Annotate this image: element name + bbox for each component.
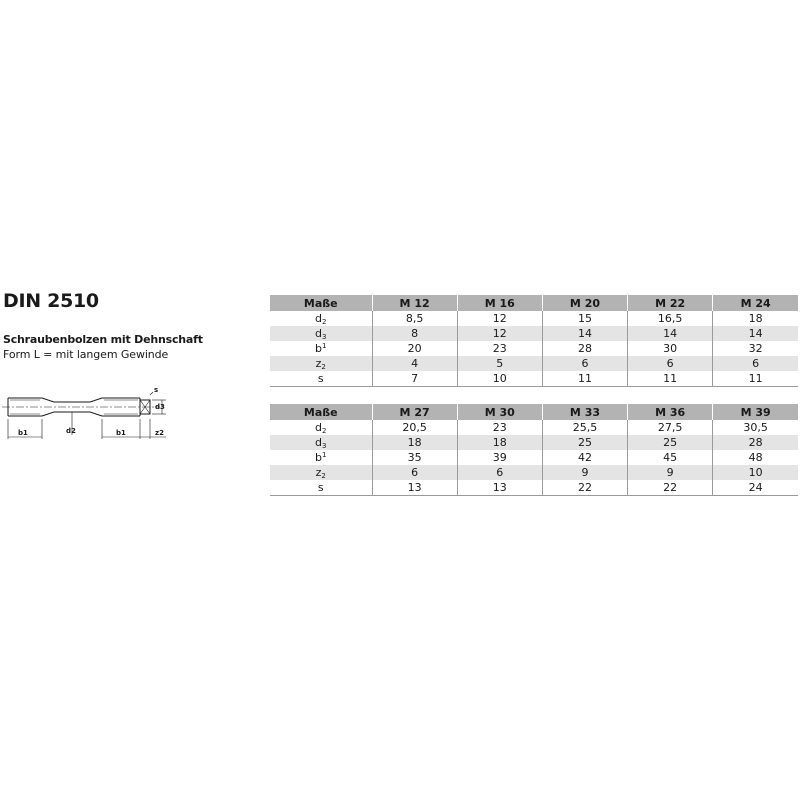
table-cell: 18 bbox=[457, 435, 542, 450]
table-row bbox=[270, 435, 798, 450]
header-cell: M 27 bbox=[372, 404, 457, 420]
table-cell: 13 bbox=[457, 480, 542, 496]
table-row bbox=[270, 465, 798, 480]
table-row bbox=[270, 341, 798, 356]
table-cell: 6 bbox=[372, 465, 457, 480]
table-cell: 25 bbox=[628, 435, 713, 450]
header-cell: Maße bbox=[270, 295, 372, 311]
table-cell: 12 bbox=[457, 311, 542, 326]
row-label: $d_2$ bbox=[270, 311, 372, 326]
header-cell: M 39 bbox=[713, 404, 798, 420]
table-cell: 30,5 bbox=[713, 420, 798, 435]
header-cell: M 30 bbox=[457, 404, 542, 420]
table-cell: 27,5 bbox=[628, 420, 713, 435]
table-cell: 18 bbox=[713, 311, 798, 326]
row-label: $d_3$ bbox=[270, 326, 372, 341]
table-cell: 9 bbox=[628, 465, 713, 480]
table-row bbox=[270, 356, 798, 371]
table-row bbox=[270, 311, 798, 326]
row-label: $b^1$ bbox=[270, 341, 372, 356]
table-cell: 6 bbox=[713, 356, 798, 371]
table-row bbox=[270, 420, 798, 435]
table-row bbox=[270, 450, 798, 465]
row-label: s bbox=[270, 480, 372, 496]
header-cell: M 22 bbox=[628, 295, 713, 311]
table-cell: 25,5 bbox=[542, 420, 627, 435]
table-cell: 15 bbox=[542, 311, 627, 326]
table-row bbox=[270, 480, 798, 496]
table-cell: 11 bbox=[542, 371, 627, 387]
product-subtitle: Schraubenbolzen mit Dehnschaft bbox=[3, 333, 203, 346]
table-cell: 23 bbox=[457, 341, 542, 356]
label-b1-right: b1 bbox=[116, 429, 126, 437]
table-cell: 6 bbox=[457, 465, 542, 480]
page-title: DIN 2510 bbox=[3, 290, 99, 312]
table-cell: 16,5 bbox=[628, 311, 713, 326]
table-cell: 28 bbox=[542, 341, 627, 356]
header-cell: M 16 bbox=[457, 295, 542, 311]
table-cell: 22 bbox=[542, 480, 627, 496]
table-cell: 48 bbox=[713, 450, 798, 465]
table-header-row bbox=[270, 404, 798, 420]
table-cell: 10 bbox=[713, 465, 798, 480]
header-cell: M 24 bbox=[713, 295, 798, 311]
table-cell: 10 bbox=[457, 371, 542, 387]
form-description: Form L = mit langem Gewinde bbox=[3, 348, 169, 361]
label-d2: d2 bbox=[66, 427, 76, 435]
table-row bbox=[270, 371, 798, 387]
row-label: $z_2$ bbox=[270, 465, 372, 480]
header-cell: M 33 bbox=[542, 404, 627, 420]
header-cell: M 36 bbox=[628, 404, 713, 420]
label-b1-left: b1 bbox=[18, 429, 28, 437]
table-cell: 45 bbox=[628, 450, 713, 465]
table-cell: 32 bbox=[713, 341, 798, 356]
table-cell: 23 bbox=[457, 420, 542, 435]
table-cell: 14 bbox=[542, 326, 627, 341]
table-cell: 13 bbox=[372, 480, 457, 496]
table-cell: 5 bbox=[457, 356, 542, 371]
table-cell: 11 bbox=[713, 371, 798, 387]
table-cell: 20 bbox=[372, 341, 457, 356]
table-cell: 9 bbox=[542, 465, 627, 480]
table-cell: 12 bbox=[457, 326, 542, 341]
table-cell: 20,5 bbox=[372, 420, 457, 435]
table-cell: 25 bbox=[542, 435, 627, 450]
label-d3: d3 bbox=[155, 403, 165, 411]
table-cell: 4 bbox=[372, 356, 457, 371]
table-cell: 8 bbox=[372, 326, 457, 341]
row-label: $b^1$ bbox=[270, 450, 372, 465]
table-cell: 6 bbox=[542, 356, 627, 371]
header-cell: M 12 bbox=[372, 295, 457, 311]
table-cell: 8,5 bbox=[372, 311, 457, 326]
row-label: $d_2$ bbox=[270, 420, 372, 435]
dimension-table-1 bbox=[270, 295, 798, 387]
table-cell: 18 bbox=[372, 435, 457, 450]
table-cell: 11 bbox=[628, 371, 713, 387]
table-cell: 39 bbox=[457, 450, 542, 465]
table-cell: 14 bbox=[628, 326, 713, 341]
table-header-row bbox=[270, 295, 798, 311]
row-label: $d_3$ bbox=[270, 435, 372, 450]
table-cell: 6 bbox=[628, 356, 713, 371]
table-cell: 7 bbox=[372, 371, 457, 387]
row-label: s bbox=[270, 371, 372, 387]
dimension-table-2 bbox=[270, 404, 798, 496]
table-cell: 42 bbox=[542, 450, 627, 465]
table-cell: 22 bbox=[628, 480, 713, 496]
table-cell: 24 bbox=[713, 480, 798, 496]
bolt-drawing bbox=[0, 383, 180, 443]
row-label: $z_2$ bbox=[270, 356, 372, 371]
label-s: s bbox=[154, 386, 159, 394]
label-z2: z2 bbox=[155, 429, 164, 437]
table-cell: 28 bbox=[713, 435, 798, 450]
table-row bbox=[270, 326, 798, 341]
header-cell: M 20 bbox=[542, 295, 627, 311]
table-cell: 14 bbox=[713, 326, 798, 341]
table-cell: 30 bbox=[628, 341, 713, 356]
table-cell: 35 bbox=[372, 450, 457, 465]
header-cell: Maße bbox=[270, 404, 372, 420]
